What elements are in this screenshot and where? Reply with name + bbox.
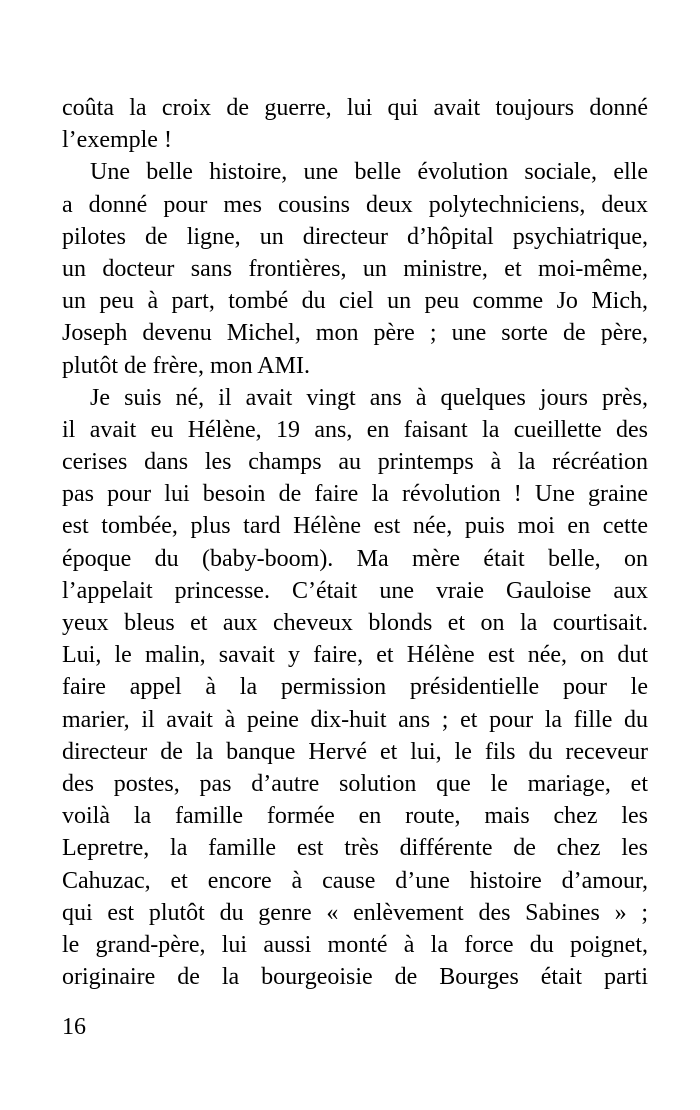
text-line: Une belle histoire, une belle évolution sociale, elle — [90, 159, 648, 186]
text-line: Cahuzac, et encore à cause d’une histoire d’amour, — [62, 867, 648, 894]
text-line: cerises dans les champs au printemps à la récréation — [62, 449, 648, 476]
text-line: coûta la croix de guerre, lui qui avait toujours donné — [62, 95, 648, 121]
text-line: pas pour lui besoin de faire la révolution ! Une graine — [62, 481, 648, 508]
text-line: Lui, le malin, savait y faire, et Hélène est née, on dut — [62, 642, 648, 669]
text-line: le grand-père, lui aussi monté à la force du poignet, — [62, 931, 648, 958]
text-line: un docteur sans frontières, un ministre, et moi-même, — [62, 255, 648, 282]
text-line: des postes, pas d’autre solution que le mariage, et — [62, 770, 648, 797]
page-number: 16 — [62, 1014, 86, 1040]
text-line: directeur de la banque Hervé et lui, le fils du receveur — [62, 738, 648, 765]
text-line: Lepretre, la famille est très différente de chez les — [62, 835, 648, 862]
text-line: époque du (baby-boom). Ma mère était belle, on — [62, 545, 648, 572]
body-text — [62, 92, 648, 993]
text-line: marier, il avait à peine dix-huit ans ; et pour la fille du — [62, 706, 648, 733]
text-line: qui est plutôt du genre « enlèvement des Sabines » ; — [62, 899, 648, 926]
text-line: a donné pour mes cousins deux polytechniciens, deux — [62, 191, 648, 218]
text-line: Je suis né, il avait vingt ans à quelques jours près, — [90, 384, 648, 411]
text-line: yeux bleus et aux cheveux blonds et on la courtisait. — [62, 610, 648, 636]
text-line: un peu à part, tombé du ciel un peu comme Jo Mich, — [62, 288, 648, 315]
text-line: plutôt de frère, mon AMI. — [62, 352, 310, 379]
text-line: originaire de la bourgeoisie de Bourges était parti — [62, 964, 648, 991]
text-line: l’exemple ! — [62, 127, 172, 154]
text-line: l’appelait princesse. C’était une vraie Gauloise aux — [62, 577, 648, 604]
text-line: Joseph devenu Michel, mon père ; une sorte de père, — [62, 320, 648, 347]
text-line: faire appel à la permission présidentielle pour le — [62, 674, 648, 701]
text-line: il avait eu Hélène, 19 ans, en faisant la cueillette des — [62, 416, 648, 443]
text-line: est tombée, plus tard Hélène est née, puis moi en cette — [62, 513, 648, 540]
text-line: pilotes de ligne, un directeur d’hôpital psychiatrique, — [62, 223, 648, 250]
text-line: voilà la famille formée en route, mais chez les — [62, 803, 648, 830]
